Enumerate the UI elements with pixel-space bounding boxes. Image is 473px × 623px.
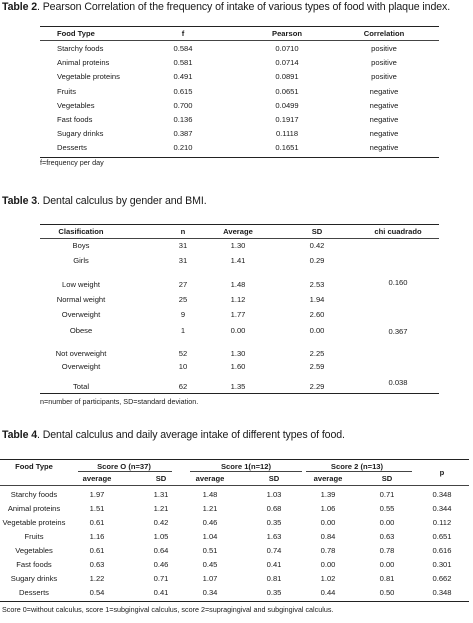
table3-row0-average: 1.30 [230,241,246,250]
table4-header-p: p [439,468,445,477]
table4-score1-rule [190,471,302,472]
table2-row4-f: 0.700 [173,100,193,110]
table3-row2-n: 27 [178,280,188,289]
table4-row5-col4: 0.41 [266,560,282,569]
table2-row0-f: 0.584 [173,44,193,53]
table4-subheader-3: SD [268,474,280,483]
table4-subheader-4: average [313,474,343,483]
table4-row5-col5: 0.00 [320,560,336,569]
table4-row3-col3: 1.04 [202,532,218,541]
table3-row0-n: 31 [178,241,188,250]
table4-row4-col6: 0.78 [379,546,395,555]
table3-bottom-rule [40,393,439,394]
table2-row6-pearson: 0.1118 [275,129,299,139]
table4-row3-col6: 0.63 [379,532,395,541]
table4-header-score1: Score 1(n=12) [220,462,272,471]
table4-row2-col6: 0.00 [379,518,395,527]
table4-row3-col1: 1.16 [89,532,105,541]
table3-header-chi-cuadrado: chi cuadrado [374,227,422,236]
table3-row4-sd: 2.60 [309,310,325,319]
table2-row4-pearson: 0.0499 [275,100,299,110]
table3-row4-average: 1.77 [230,310,246,319]
table2-caption-label: Table 2 [2,1,38,13]
table2-row4-food-type: Vegetables [57,100,95,110]
table3-header-average: Average [223,227,253,236]
table3-row7-clasification: Overweight [61,362,101,371]
table4-row3-col7: 0.651 [432,532,452,541]
table4-row2-col7: 0.112 [432,518,452,527]
table4-footnote: Score 0=without calculus, score 1=subgingival calculus, score 2=supragingival and subgingival calculus. [2,605,334,614]
table4-row1-col0: Animal proteins [7,504,61,513]
table4-row1-col1: 1.51 [89,504,105,513]
table2-row5-correlation: negative [369,115,399,124]
table3-row3-clasification: Normal weight [56,295,106,304]
table4-row0-col5: 1.39 [320,490,336,499]
table4-score0-rule [78,471,172,472]
table3-row6-n: 52 [178,349,188,358]
table4-row2-col3: 0.46 [202,518,218,527]
table4-row4-col3: 0.51 [202,546,218,555]
table3-row1-n: 31 [178,256,188,265]
table2-caption [2,1,450,13]
table2-row3-food-type: Fruits [57,86,76,96]
table4-row6-col2: 0.71 [153,574,169,583]
table4-row7-col5: 0.44 [320,588,336,597]
table3-header-clasification: Clasification [58,227,104,236]
table3-row0-clasification: Boys [72,241,90,250]
table4-row5-col7: 0.301 [432,560,452,569]
table4-row6-col0: Sugary drinks [10,574,58,583]
table4-header-food-type: Food Type [15,462,53,471]
table2-header-correlation: Correlation [363,29,405,38]
table3-row8-average: 1.35 [230,382,246,391]
table3-caption-label: Table 3 [2,195,38,207]
table3-chi-overweight: 0.038 [388,378,408,387]
table4-row0-col4: 1.03 [266,490,282,499]
table4-subheader-1: SD [155,474,167,483]
table4-row0-col3: 1.48 [202,490,218,499]
table3-row7-n: 10 [178,362,188,371]
table4-row4-col1: 0.61 [89,546,105,555]
table3-caption [2,195,207,207]
table2-row7-f: 0.210 [173,143,193,153]
table4-row2-col4: 0.35 [266,518,282,527]
table4-row0-col0: Starchy foods [10,490,58,499]
table4-row7-col0: Desserts [19,588,49,597]
table2-row1-correlation: positive [371,58,397,68]
table3-footnote: n=number of participants, SD=standard deviation. [40,397,199,406]
table3-row6-sd: 2.25 [309,349,325,358]
table4-row4-col0: Vegetables [15,546,53,555]
table4-row6-col4: 0.81 [266,574,282,583]
table4-row7-col1: 0.54 [89,588,105,597]
table4-subheader-2: average [195,474,225,483]
table2-row0-food-type: Starchy foods [57,44,104,53]
table4-row5-col0: Fast foods [16,560,52,569]
table3-row0-sd: 0.42 [309,241,325,250]
table2-row2-f: 0.491 [173,72,193,82]
table2-header-food-type: Food Type [57,29,95,38]
table2-row6-correlation: negative [369,129,399,139]
table4-row6-col3: 1.07 [202,574,218,583]
table4-row2-col1: 0.61 [89,518,105,527]
table4-row1-col7: 0.344 [432,504,452,513]
table4-row5-col1: 0.63 [89,560,105,569]
table4-row6-col6: 0.81 [379,574,395,583]
table3-header-sd: SD [311,227,323,236]
table4-row7-col6: 0.50 [379,588,395,597]
table4-header-score0: Score O (n=37) [97,462,151,471]
table3-row6-average: 1.30 [230,349,246,358]
table4-row7-col4: 0.35 [266,588,282,597]
table2-row3-f: 0.615 [173,86,193,96]
table2-row6-food-type: Sugary drinks [57,129,104,139]
table4-subheader-0: average [82,474,112,483]
table3-row3-n: 25 [178,295,188,304]
table4-row6-col1: 1.22 [89,574,105,583]
table2-row1-pearson: 0.0714 [275,58,299,68]
table2-caption-text: . Pearson Correlation of the frequency of intake of various types of food with plaque index. [37,1,451,13]
table4-row4-col4: 0.74 [266,546,282,555]
table4-caption [2,429,345,441]
table4-row4-col5: 0.78 [320,546,336,555]
table4-row1-col2: 1.21 [153,504,169,513]
table4-row4-col7: 0.616 [432,546,452,555]
table2-row1-food-type: Animal proteins [57,58,110,68]
table2-row5-f: 0.136 [173,115,193,124]
table3-row3-average: 1.12 [230,295,246,304]
table4-row0-col6: 0.71 [379,490,395,499]
table2-row7-food-type: Desserts [57,143,87,153]
table4-row3-col0: Fruits [24,532,44,541]
table2-row0-pearson: 0.0710 [275,44,299,53]
table4-row5-col3: 0.45 [202,560,218,569]
table3-header-n: n [180,227,186,236]
table4-row3-col2: 1.05 [153,532,169,541]
table3-chi-bmi: 0.367 [388,327,408,336]
table4-row5-col2: 0.46 [153,560,169,569]
table3-row2-average: 1.48 [230,280,246,289]
table4-header-score2: Score 2 (n=13) [330,462,384,471]
table2-row7-pearson: 0.1651 [275,143,299,153]
table2-row3-pearson: 0.0651 [275,86,299,96]
table4-row7-col7: 0.348 [432,588,452,597]
table3-row2-clasification: Low weight [62,280,100,289]
table3-row8-n: 62 [178,382,188,391]
table3-row6-clasification: Not overweight [55,349,107,358]
table4-row3-col4: 1.63 [266,532,282,541]
table2-row6-f: 0.387 [173,129,193,139]
table2-row4-correlation: negative [369,100,399,110]
table3-row8-sd: 2.29 [309,382,325,391]
table3-row1-clasification: Girls [73,256,89,265]
table3-row7-sd: 2.59 [309,362,325,371]
table3-row1-sd: 0.29 [309,256,325,265]
table4-bottom-rule [0,601,469,602]
table4-row5-col6: 0.00 [379,560,395,569]
table2-row0-correlation: positive [371,44,397,53]
table3-row5-sd: 0.00 [309,326,325,335]
table3-row5-average: 0.00 [230,326,246,335]
table2-row5-food-type: Fast foods [57,115,93,124]
table3-chi-gender: 0.160 [388,278,408,287]
table4-row2-col5: 0.00 [320,518,336,527]
table4-row0-col2: 1.31 [153,490,169,499]
table4-caption-text: . Dental calculus and daily average intake of different types of food. [37,429,345,441]
table3-row7-average: 1.60 [230,362,246,371]
table3-row5-n: 1 [180,326,186,335]
table2-row7-correlation: negative [369,143,399,153]
table3-row3-sd: 1.94 [309,295,325,304]
table2-row2-pearson: 0.0891 [275,72,299,82]
table4-subheader-5: SD [381,474,393,483]
table4-row1-col6: 0.55 [379,504,395,513]
table4-row2-col2: 0.42 [153,518,169,527]
table4-row7-col2: 0.41 [153,588,169,597]
table2-row2-food-type: Vegetable proteins [57,72,120,82]
table2-header-f: f [181,29,185,38]
table2-top-rule [40,26,439,27]
table4-row1-col3: 1.21 [202,504,218,513]
table2-row3-correlation: negative [369,86,399,96]
table3-header-rule [40,238,439,239]
table4-row6-col5: 1.02 [320,574,336,583]
table3-row2-sd: 2.53 [309,280,325,289]
table4-row1-col4: 0.68 [266,504,282,513]
table2-row2-correlation: positive [371,72,397,82]
table4-row6-col7: 0.662 [432,574,452,583]
table4-row1-col5: 1.06 [320,504,336,513]
table4-row0-col7: 0.348 [432,490,452,499]
table3-row1-average: 1.41 [230,256,246,265]
table3-row4-clasification: Overweight [61,310,101,319]
table4-row7-col3: 0.34 [202,588,218,597]
table4-row4-col2: 0.64 [153,546,169,555]
table4-row2-col0: Vegetable proteins [2,518,66,527]
table4-row3-col5: 0.84 [320,532,336,541]
table2-header-pearson: Pearson [272,29,302,38]
table2-footnote: f=frequency per day [40,158,104,167]
table3-caption-text: . Dental calculus by gender and BMI. [37,195,207,207]
table4-top-rule [0,459,469,460]
table4-header-rule [0,485,469,486]
table4-row0-col1: 1.97 [89,490,105,499]
table3-row5-clasification: Obese [69,326,93,335]
table4-caption-label: Table 4 [2,429,38,441]
table3-top-rule [40,224,439,225]
table2-header-rule [40,40,439,41]
table3-row8-clasification: Total [72,382,90,391]
table2-row1-f: 0.581 [173,58,193,68]
table4-score2-rule [306,471,412,472]
table2-row5-pearson: 0.1917 [275,115,299,124]
table3-row4-n: 9 [180,310,186,319]
